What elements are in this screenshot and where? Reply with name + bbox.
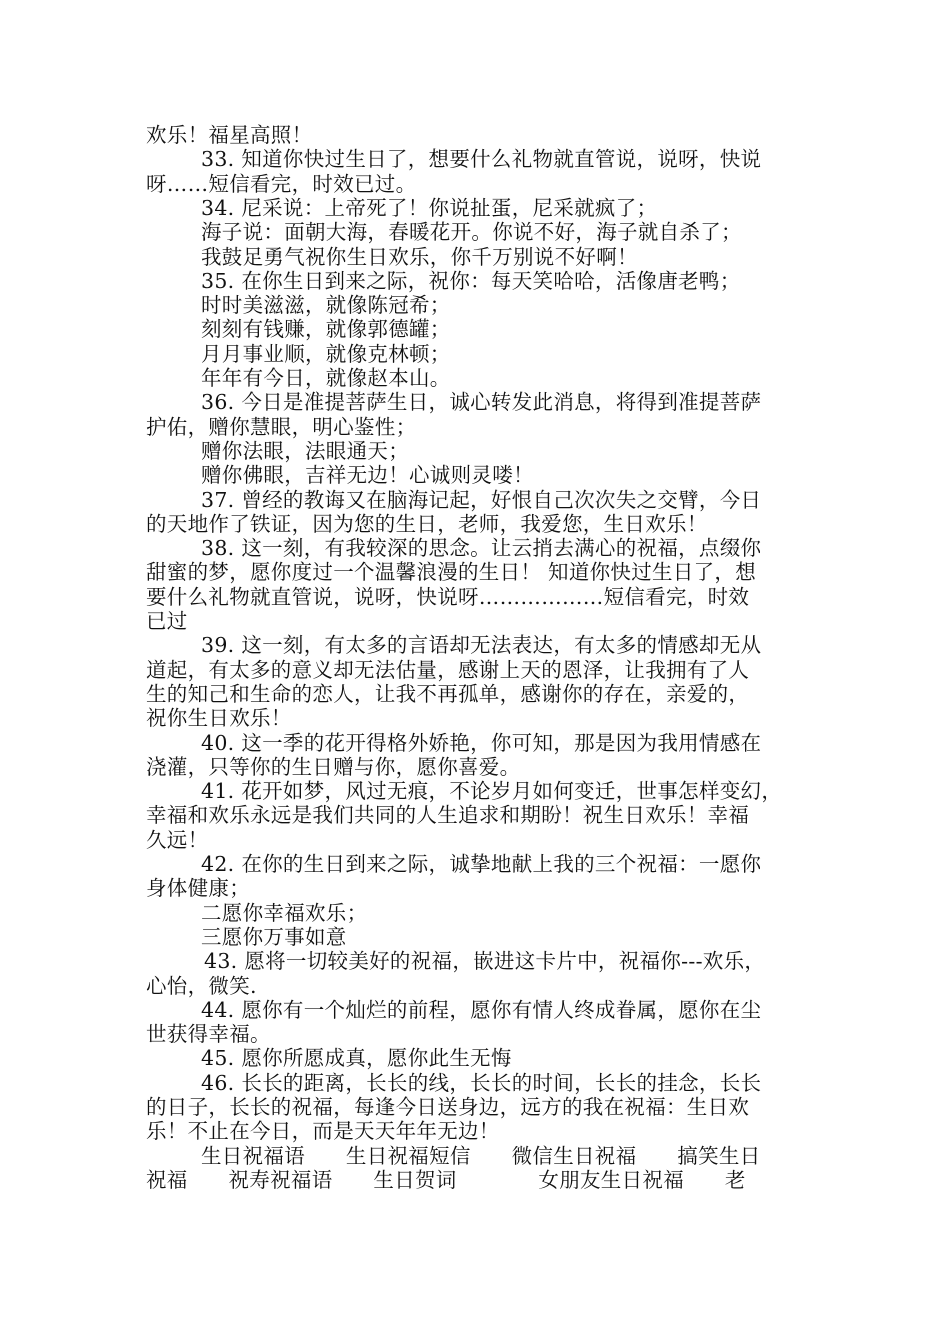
text-line: 生日祝福语 生日祝福短信 微信生日祝福 搞笑生日 — [201, 1143, 761, 1168]
text-line: 赠你法眼，法眼通天； — [201, 438, 409, 463]
text-line: 身体健康； — [146, 876, 250, 901]
text-line: 的日子，长长的祝福，每逢今日送身边，远方的我在祝福：生日欢 — [146, 1095, 750, 1119]
text-line: 月月事业顺，就像克林顿； — [201, 341, 451, 366]
text-line: 39. 这一刻，有太多的言语却无法表达，有太多的情感却无从 — [201, 633, 762, 658]
text-line: 38. 这一刻，有我较深的思念。让云捎去满心的祝福，点缀你 — [201, 536, 762, 561]
text-line: 37. 曾经的教诲又在脑海记起，好恨自己次次失之交臂，今日 — [201, 487, 762, 512]
text-line: 时时美滋滋，就像陈冠希； — [201, 293, 451, 318]
text-line: 的天地作了铁证，因为您的生日，老师，我爱您，生日欢乐！ — [146, 511, 708, 536]
text-line: 赠你佛眼，吉祥无边！心诚则灵喽！ — [201, 463, 534, 488]
text-line: 护佑，赠你慧眼，明心鉴性； — [146, 414, 417, 439]
text-line: 年年有今日，就像赵本山。 — [201, 366, 451, 390]
text-line: 要什么礼物就直管说，说呀，快说呀………………短信看完，时效 — [146, 584, 750, 609]
text-line: 三愿你万事如意 — [201, 924, 347, 949]
text-line: 43. 愿将一切较美好的祝福，嵌进这卡片中，祝福你---欢乐， — [204, 949, 766, 974]
text-line: 35. 在你生日到来之际，祝你：每天笑哈哈，活像唐老鸭； — [201, 268, 741, 293]
text-line: 45. 愿你所愿成真，愿你此生无悔 — [201, 1046, 512, 1071]
text-line: 祝福 祝寿祝福语 生日贺词 女朋友生日祝福 老 — [146, 1167, 746, 1192]
text-line: 道起，有太多的意义却无法估量，感谢上天的恩泽，让我拥有了人 — [146, 657, 750, 682]
text-line: 41. 花开如梦，风过无痕，不论岁月如何变迁，世事怎样变幻， — [201, 779, 783, 804]
text-line: 呀……短信看完，时效已过。 — [146, 171, 417, 196]
text-line: 海子说：面朝大海，春暖花开。你说不好，海子就自杀了； — [201, 220, 742, 245]
text-line: 我鼓足勇气祝你生日欢乐，你千万别说不好啊！ — [201, 244, 638, 269]
text-line: 40. 这一季的花开得格外娇艳，你可知，那是因为我用情感在 — [201, 730, 762, 755]
text-line: 甜蜜的梦，愿你度过一个温馨浪漫的生日！ 知道你快过生日了，想 — [146, 560, 757, 585]
text-line: 浇灌，只等你的生日赠与你，愿你喜爱。 — [146, 754, 521, 779]
text-line: 久远！ — [146, 827, 209, 852]
text-line: 44. 愿你有一个灿烂的前程，愿你有情人终成眷属，愿你在尘 — [201, 997, 762, 1022]
text-line: 33. 知道你快过生日了，想要什么礼物就直管说，说呀，快说 — [201, 147, 762, 172]
text-line: 幸福和欢乐永远是我们共同的人生追求和期盼！祝生日欢乐！幸福 — [146, 803, 750, 828]
text-line: 46. 长长的距离，长长的线，长长的时间，长长的挂念，长长 — [201, 1070, 762, 1095]
text-line: 42. 在你的生日到来之际，诚挚地献上我的三个祝福：一愿你 — [201, 852, 762, 876]
text-line: 36. 今日是准提菩萨生日，诚心转发此消息，将得到准提菩萨 — [201, 390, 762, 415]
text-line: 生的知己和生命的恋人，让我不再孤单，感谢你的存在，亲爱的， — [146, 681, 750, 706]
text-line: 祝你生日欢乐！ — [146, 706, 292, 731]
text-line: 已过 — [146, 609, 188, 633]
text-line: 心怡，微笑. — [146, 973, 257, 998]
text-line: 欢乐！福星高照！ — [146, 123, 313, 147]
text-line: 刻刻有钱赚，就像郭德罐； — [201, 317, 451, 342]
text-line: 二愿你幸福欢乐； — [201, 900, 368, 925]
text-line: 乐！不止在今日，而是天天年年无边！ — [146, 1119, 500, 1144]
text-line: 34. 尼采说：上帝死了！你说扯蛋，尼采就疯了； — [201, 195, 658, 220]
text-line: 世获得幸福。 — [146, 1022, 271, 1047]
